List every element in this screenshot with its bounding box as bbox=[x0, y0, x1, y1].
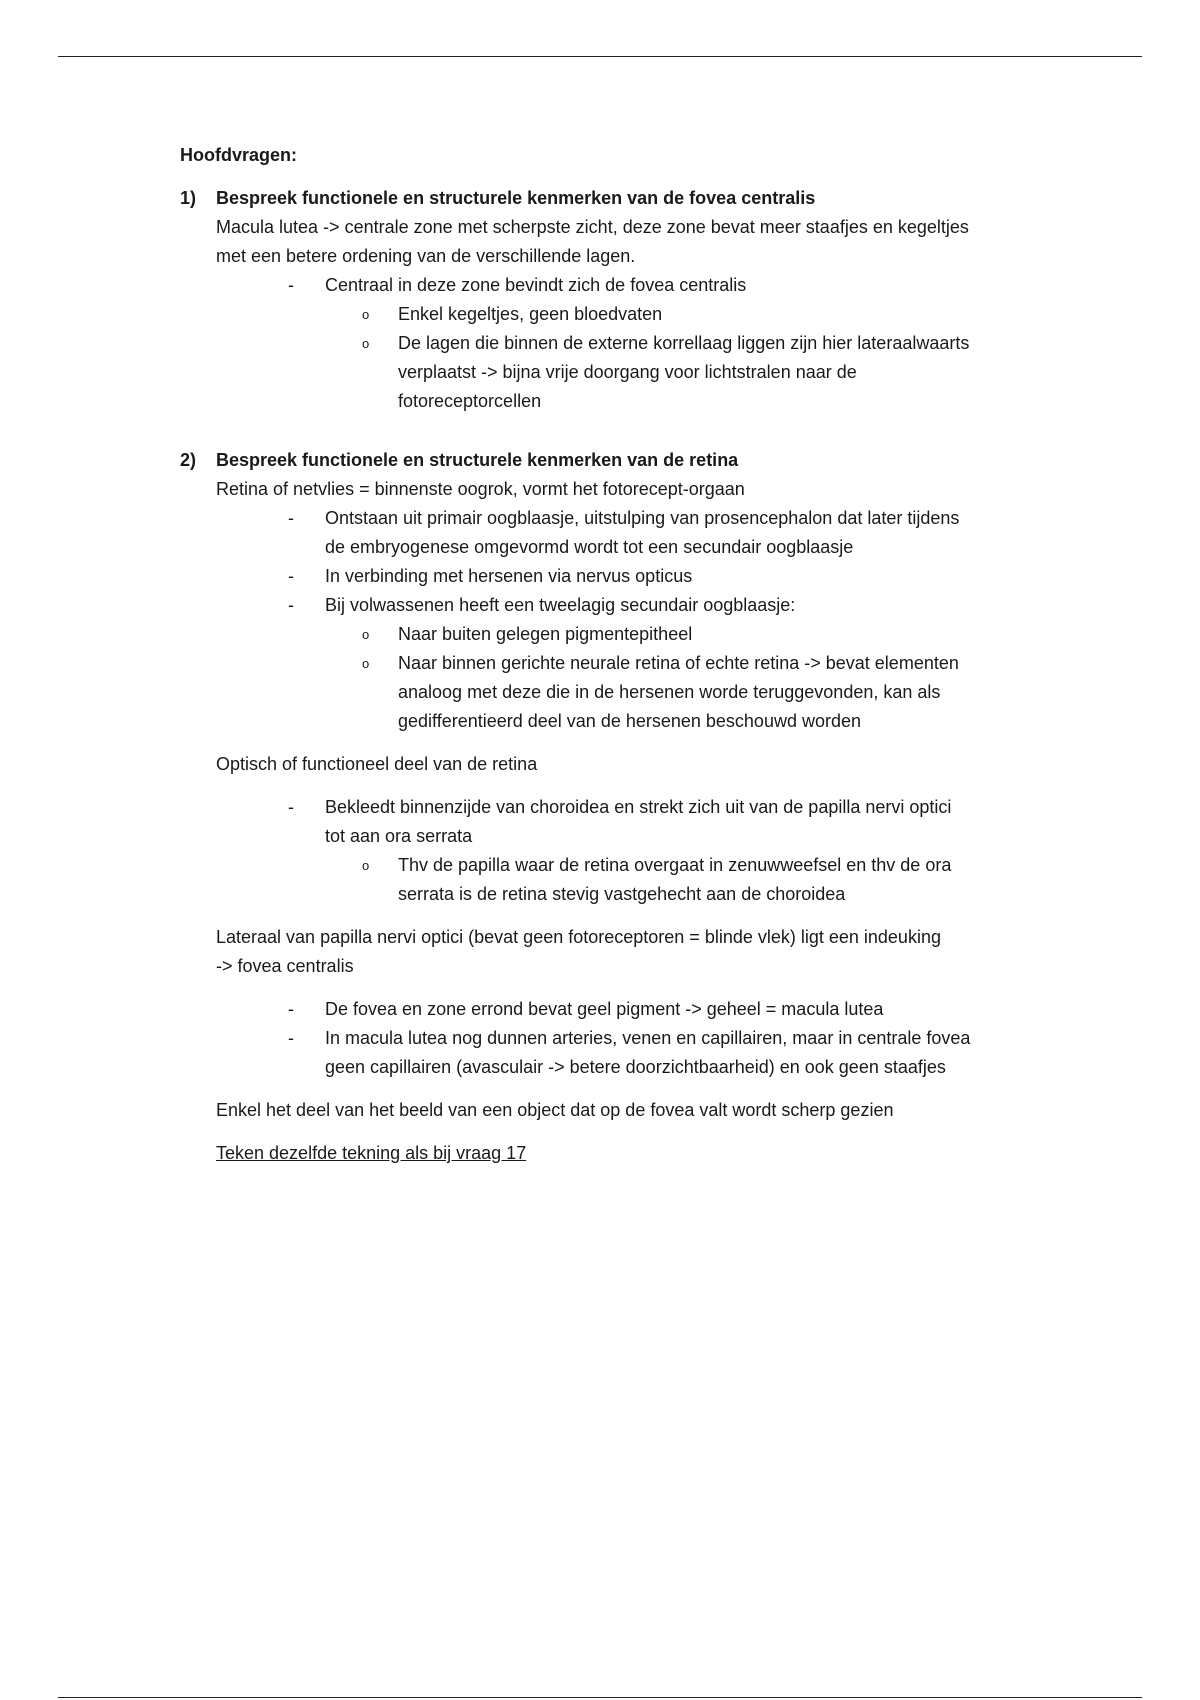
question-1-title: 1) Bespreek functionele en structurele kenmerken van de fovea centralis bbox=[180, 184, 1080, 213]
sub-list-item: o Naar buiten gelegen pigmentepitheel bbox=[180, 620, 1080, 649]
sub-list-item: o Thv de papilla waar de retina overgaat in zenuwweefsel en thv de ora bbox=[180, 851, 1080, 880]
footer-rule bbox=[58, 1697, 1142, 1698]
circle-bullet: o bbox=[362, 627, 370, 642]
question-2-number: 2) bbox=[180, 450, 197, 470]
sub-list-item: o De lagen die binnen de externe korrellaag liggen zijn hier lateraalwaarts bbox=[180, 329, 1080, 358]
sub-list-item-cont: fotoreceptorcellen bbox=[398, 391, 542, 411]
sub-list-item-cont: serrata is de retina stevig vastgehecht aan de choroidea bbox=[398, 884, 846, 904]
circle-bullet: o bbox=[362, 858, 370, 873]
dash-bullet: - bbox=[288, 566, 294, 586]
list-item: - In verbinding met hersenen via nervus opticus bbox=[180, 562, 1080, 591]
dash-bullet: - bbox=[288, 1028, 294, 1048]
circle-bullet: o bbox=[362, 336, 370, 351]
paragraph-text: Optisch of functioneel deel van de retina bbox=[216, 754, 538, 774]
sub-list-item-cont: analoog met deze die in de hersenen worde teruggevonden, kan als bbox=[398, 682, 941, 702]
list-item: - Bekleedt binnenzijde van choroidea en strekt zich uit van de papilla nervi optici bbox=[180, 793, 1080, 822]
dash-bullet: - bbox=[288, 797, 294, 817]
sub-list-item: o Enkel kegeltjes, geen bloedvaten bbox=[180, 300, 1080, 329]
dash-bullet: - bbox=[288, 595, 294, 615]
question-1-number: 1) bbox=[180, 188, 197, 208]
sub-list-item: o Naar binnen gerichte neurale retina of echte retina -> bevat elementen bbox=[180, 649, 1080, 678]
list-item-cont: geen capillairen (avasculair -> betere doorzichtbaarheid) en ook geen staafjes bbox=[325, 1057, 946, 1077]
paragraph-text: Macula lutea -> centrale zone met scherpste zicht, deze zone bevat meer staafjes en kegeltjes bbox=[216, 217, 969, 237]
header-rule bbox=[58, 56, 1142, 57]
circle-bullet: o bbox=[362, 656, 370, 671]
list-item: - Bij volwassenen heeft een tweelagig secundair oogblaasje: bbox=[180, 591, 1080, 620]
list-item: - Ontstaan uit primair oogblaasje, uitstulping van prosencephalon dat later tijdens bbox=[180, 504, 1080, 533]
paragraph-text: Retina of netvlies = binnenste oogrok, vormt het fotorecept-orgaan bbox=[216, 479, 745, 499]
circle-bullet: o bbox=[362, 307, 370, 322]
dash-bullet: - bbox=[288, 275, 294, 295]
dash-bullet: - bbox=[288, 508, 294, 528]
paragraph-text: met een betere ordening van de verschillende lagen. bbox=[216, 246, 636, 266]
sub-list-item-cont: gedifferentieerd deel van de hersenen beschouwd worden bbox=[398, 711, 861, 731]
paragraph-text: -> fovea centralis bbox=[216, 956, 354, 976]
list-item: - Centraal in deze zone bevindt zich de fovea centralis bbox=[180, 271, 1080, 300]
list-item: - De fovea en zone errond bevat geel pigment -> geheel = macula lutea bbox=[180, 995, 1080, 1024]
dash-bullet: - bbox=[288, 999, 294, 1019]
page-heading: Hoofdvragen: bbox=[180, 145, 297, 165]
paragraph-text: Lateraal van papilla nervi optici (bevat geen fotoreceptoren = blinde vlek) ligt een indeuking bbox=[216, 927, 941, 947]
sub-list-item-cont: verplaatst -> bijna vrije doorgang voor lichtstralen naar de bbox=[398, 362, 857, 382]
drawing-instruction: Teken dezelfde tekning als bij vraag 17 bbox=[216, 1143, 527, 1163]
question-2-title: 2) Bespreek functionele en structurele kenmerken van de retina bbox=[180, 446, 1080, 475]
list-item-cont: tot aan ora serrata bbox=[325, 826, 473, 846]
list-item-cont: de embryogenese omgevormd wordt tot een secundair oogblaasje bbox=[325, 537, 854, 557]
paragraph-text: Enkel het deel van het beeld van een object dat op de fovea valt wordt scherp gezien bbox=[216, 1100, 894, 1120]
list-item: - In macula lutea nog dunnen arteries, venen en capillairen, maar in centrale fovea bbox=[180, 1024, 1080, 1053]
document-body bbox=[180, 141, 1080, 1168]
